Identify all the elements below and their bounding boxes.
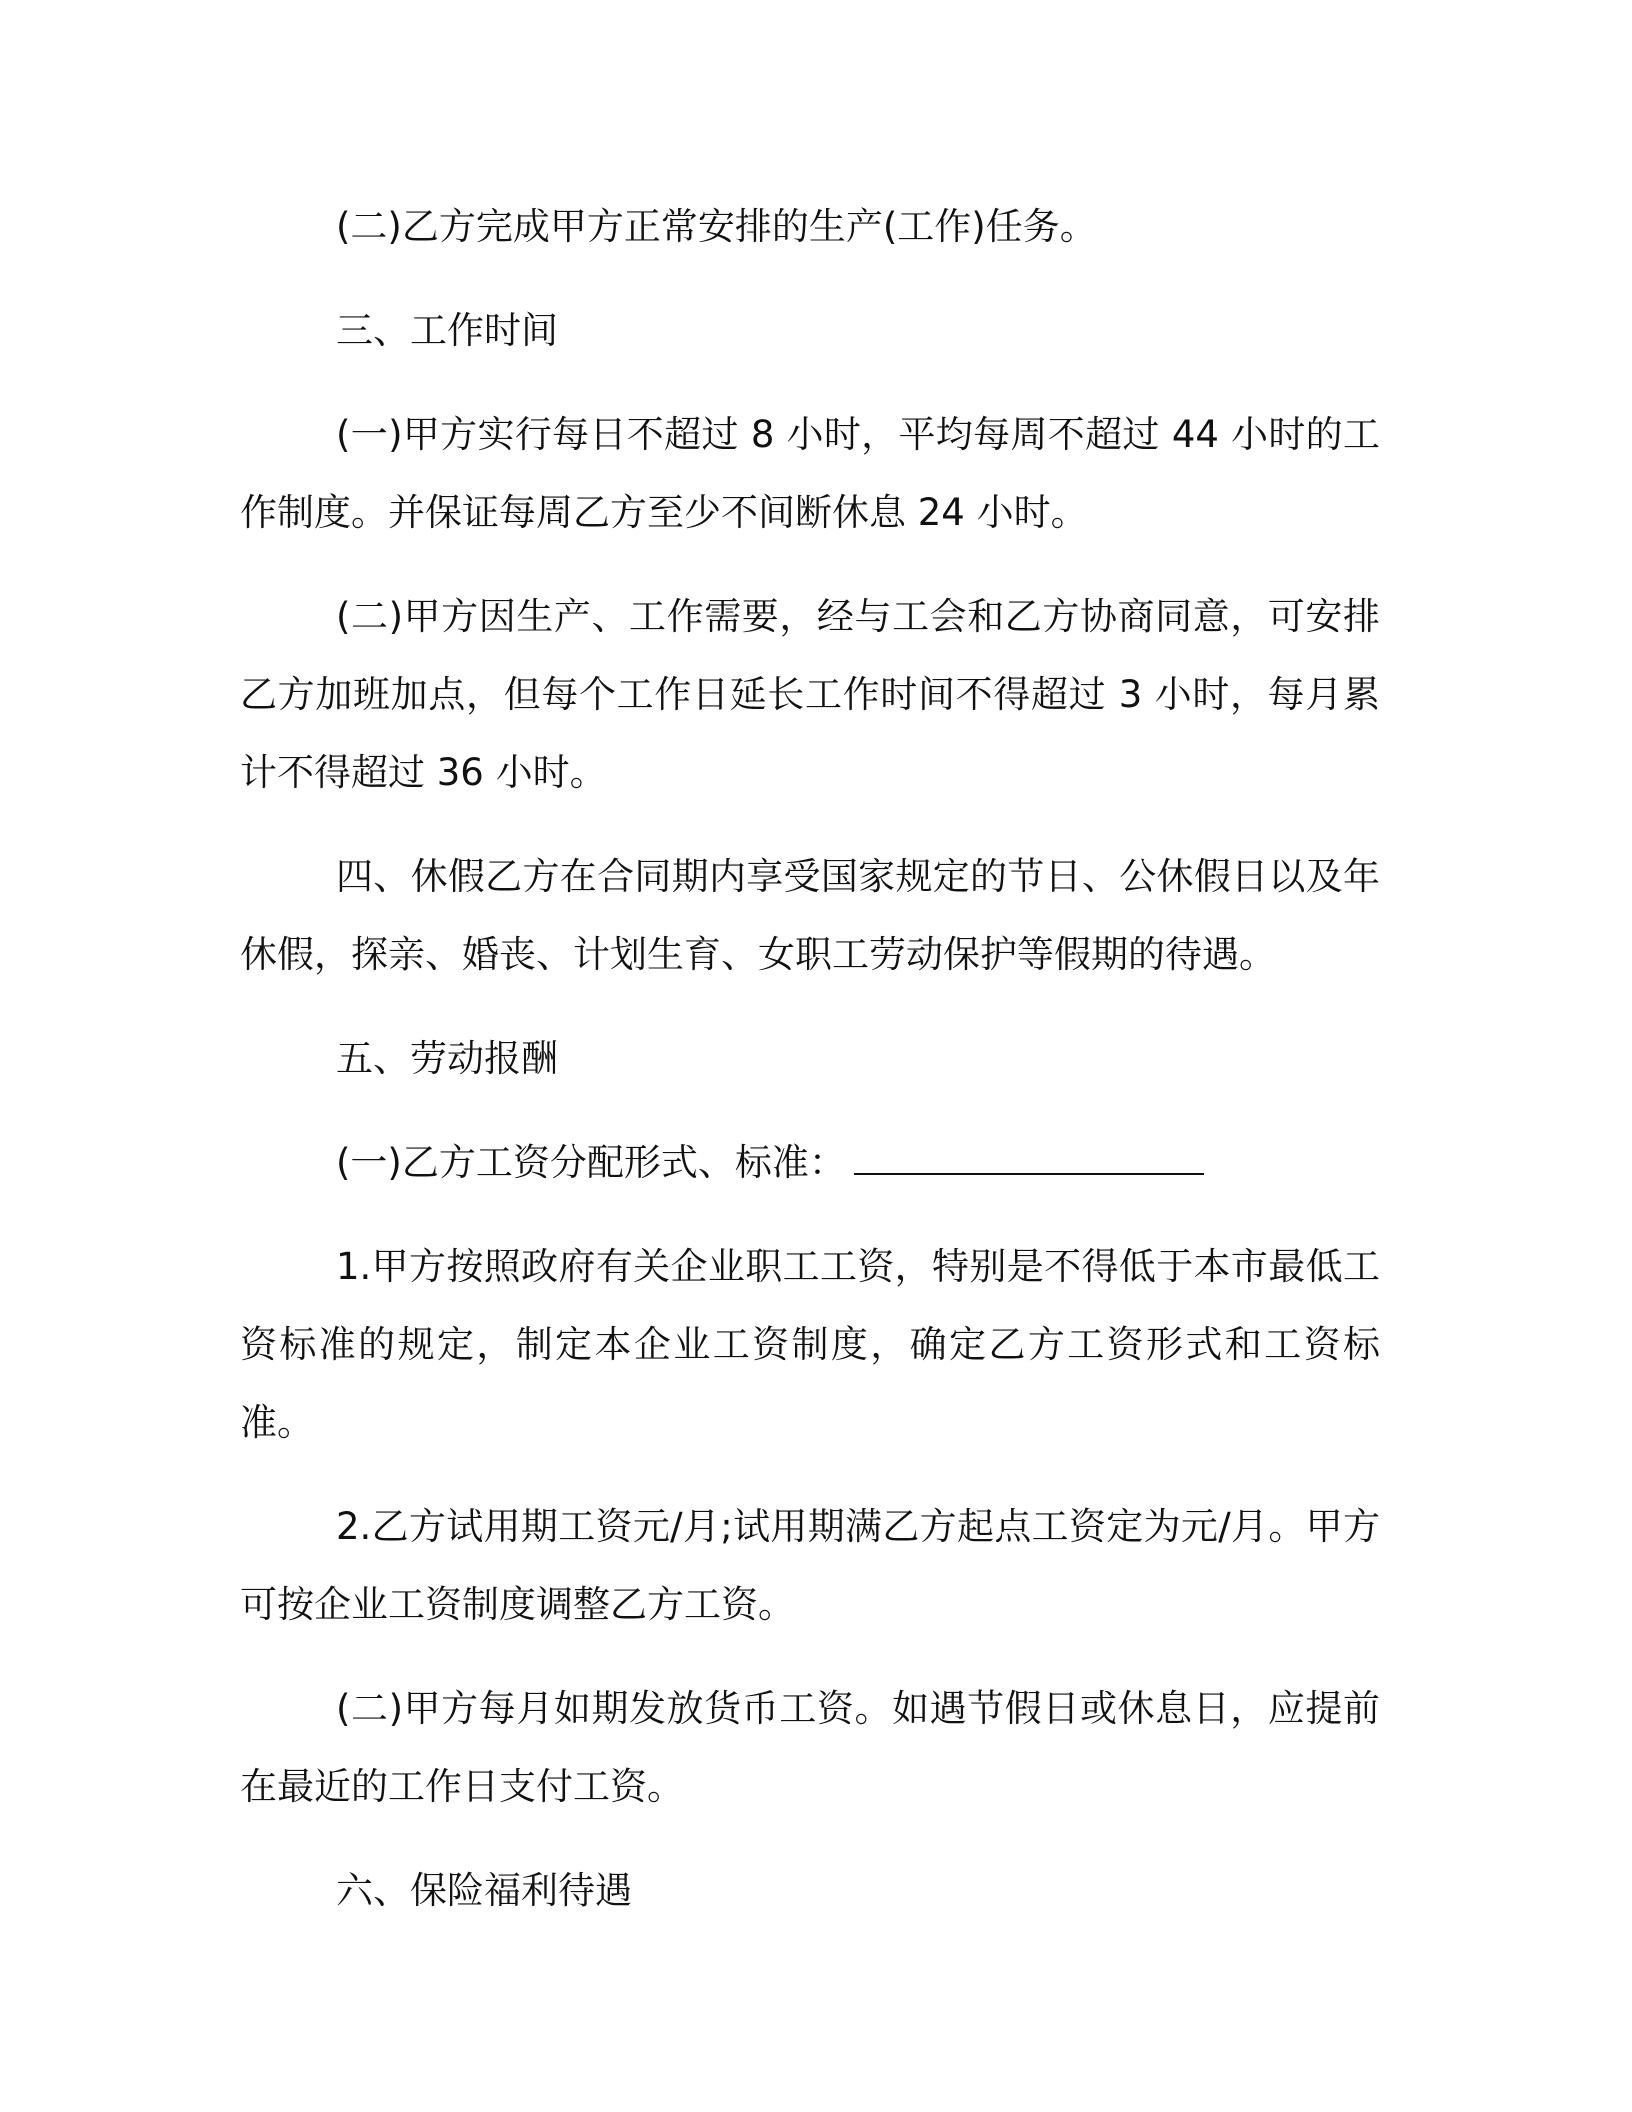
wage-form-label: (一)乙方工资分配形式、标准： (336, 1141, 846, 1184)
paragraph-wage-standard: 1.甲方按照政府有关企业职工工资，特别是不得低于本市最低工资标准的规定，制定本企业工资制度，确定乙方工资形式和工资标准。 (240, 1245, 1380, 1444)
paragraph-overtime: (二)甲方因生产、工作需要，经与工会和乙方协商同意，可安排乙方加班加点，但每个工作日延长工作时间不得超过 3 小时，每月累计不得超过 36 小时。 (240, 595, 1380, 794)
paragraph-wage-payment: (二)甲方每月如期发放货币工资。如遇节假日或休息日，应提前在最近的工作日支付工资。 (240, 1687, 1380, 1808)
document-body (240, 188, 1380, 1956)
paragraph-work-task: (二)乙方完成甲方正常安排的生产(工作)任务。 (336, 205, 1097, 248)
paragraph-working-hours: (一)甲方实行每日不超过 8 小时，平均每周不超过 44 小时的工作制度。并保证每周乙方至少不间断休息 24 小时。 (240, 413, 1380, 534)
section-heading-insurance: 六、保险福利待遇 (336, 1869, 632, 1912)
section-heading-work-time: 三、工作时间 (336, 309, 558, 352)
paragraph-wage-form (240, 1124, 1380, 1202)
section-heading-remuneration: 五、劳动报酬 (336, 1037, 558, 1080)
paragraph-holidays: 四、休假乙方在合同期内享受国家规定的节日、公休假日以及年休假，探亲、婚丧、计划生育、女职工劳动保护等假期的待遇。 (240, 855, 1380, 976)
paragraph-probation-wage: 2.乙方试用期工资元/月;试用期满乙方起点工资定为元/月。甲方可按企业工资制度调整乙方工资。 (240, 1505, 1380, 1626)
wage-form-blank-line (854, 1143, 1204, 1175)
